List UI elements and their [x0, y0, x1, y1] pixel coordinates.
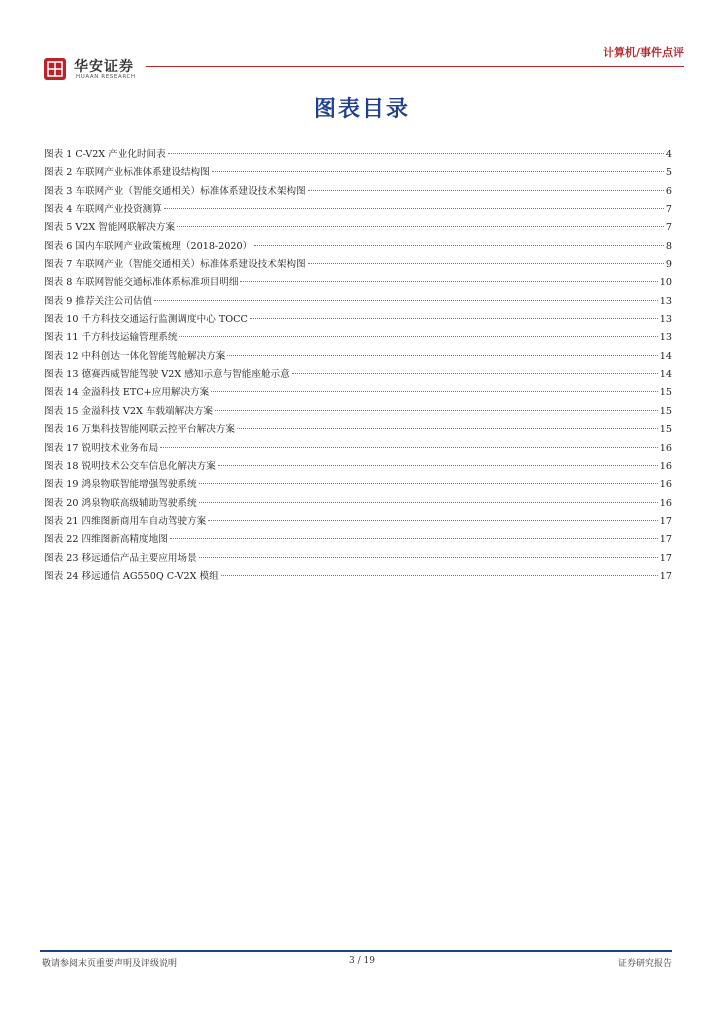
toc-leader-dots [177, 226, 664, 227]
toc-leader-dots [308, 190, 664, 191]
footer-divider [40, 950, 672, 952]
huaan-logo-icon [44, 58, 66, 80]
toc-entry-label[interactable]: 图表 5 V2X 智能网联解决方案 [44, 222, 176, 234]
toc-entry[interactable] [44, 238, 672, 256]
toc-entry-page[interactable]: 17 [659, 534, 672, 546]
toc-entry-page[interactable]: 7 [665, 222, 672, 234]
toc-entry[interactable] [44, 183, 672, 201]
toc-entry-page[interactable]: 17 [659, 515, 672, 527]
toc-entry[interactable] [44, 329, 672, 347]
toc-leader-dots [215, 410, 658, 411]
toc-leader-dots [160, 447, 658, 448]
toc-entry[interactable] [44, 550, 672, 568]
toc-leader-dots [199, 483, 658, 484]
logo-text-cn: 华安证券 [74, 59, 134, 75]
toc-entry[interactable] [44, 513, 672, 531]
toc-entry[interactable] [44, 440, 672, 458]
toc-leader-dots [212, 171, 664, 172]
toc-entry[interactable] [44, 384, 672, 402]
toc-entry[interactable] [44, 274, 672, 292]
toc-leader-dots [240, 281, 657, 282]
toc-entry-label[interactable]: 图表 1 C-V2X 产业化时间表 [44, 149, 166, 160]
toc-leader-dots [208, 520, 658, 521]
toc-entry-page[interactable]: 15 [659, 387, 672, 399]
toc-entry-label[interactable]: 图表 22 四维图新高精度地图 [44, 534, 168, 546]
toc-entry[interactable] [44, 293, 672, 311]
page-number: 3 / 19 [349, 956, 375, 966]
toc-leader-dots [221, 575, 658, 576]
toc-entry-label[interactable]: 图表 4 车联网产业投资测算 [44, 204, 162, 216]
toc-entry[interactable] [44, 403, 672, 421]
logo-text-en: HUAAN RESEARCH [76, 74, 136, 80]
toc-entry-label[interactable]: 图表 20 鸿泉物联高级辅助驾驶系统 [44, 497, 197, 509]
footer-doc-type: 证券研究报告 [617, 959, 672, 969]
toc-leader-dots [170, 538, 658, 539]
toc-leader-dots [308, 263, 664, 264]
toc-entry-label[interactable]: 图表 23 移远通信产品主要应用场景 [44, 552, 197, 564]
toc-entry-page[interactable]: 5 [665, 167, 672, 179]
page-header [40, 46, 684, 86]
toc-entry[interactable] [44, 476, 672, 494]
toc-entry-label[interactable]: 图表 12 中科创达一体化智能驾舱解决方案 [44, 350, 226, 362]
toc-leader-dots [254, 245, 664, 246]
toc-leader-dots [168, 153, 664, 154]
toc-entry-page[interactable]: 9 [665, 259, 672, 271]
toc-entry-label[interactable]: 图表 2 车联网产业标准体系建设结构图 [44, 167, 210, 179]
footer-disclaimer: 敬请参阅末页重要声明及评级说明 [42, 959, 178, 969]
toc-entry-page[interactable]: 4 [665, 149, 672, 160]
toc-entry[interactable] [44, 219, 672, 237]
toc-entry-page[interactable]: 17 [659, 570, 672, 582]
toc-entry-label[interactable]: 图表 15 金溢科技 V2X 车载端解决方案 [44, 405, 213, 417]
toc-leader-dots [199, 502, 658, 503]
toc-entry[interactable] [44, 201, 672, 219]
toc-leader-dots [211, 391, 658, 392]
toc-entry-page[interactable]: 16 [659, 497, 672, 509]
toc-entry-page[interactable]: 8 [665, 240, 672, 252]
toc-entry[interactable] [44, 348, 672, 366]
toc-entry-page[interactable]: 13 [659, 332, 672, 344]
toc-entry-page[interactable]: 15 [659, 405, 672, 417]
toc-entry-label[interactable]: 图表 6 国内车联网产业政策梳理（2018-2020） [44, 240, 253, 252]
toc-entry[interactable] [44, 421, 672, 439]
toc-entry-label[interactable]: 图表 3 车联网产业（智能交通相关）标准体系建设技术架构图 [44, 185, 306, 197]
toc-entry-label[interactable]: 图表 7 车联网产业（智能交通相关）标准体系建设技术架构图 [44, 259, 306, 271]
toc-entry-page[interactable]: 14 [659, 369, 672, 381]
toc-entry-page[interactable]: 13 [659, 314, 672, 326]
toc-entry-label[interactable]: 图表 19 鸿泉物联智能增强驾驶系统 [44, 479, 197, 491]
toc-entry-label[interactable]: 图表 11 千方科技运输管理系统 [44, 332, 178, 344]
toc-entry-page[interactable]: 14 [659, 350, 672, 362]
report-category: 计算机/事件点评 [602, 46, 684, 59]
toc-entry-page[interactable]: 16 [659, 479, 672, 491]
toc-leader-dots [250, 318, 658, 319]
toc-entry[interactable] [44, 531, 672, 549]
toc-entry[interactable] [44, 164, 672, 182]
toc-entry-page[interactable]: 15 [659, 424, 672, 436]
toc-entry-page[interactable]: 17 [659, 552, 672, 564]
toc-title: 图表目录 [313, 97, 410, 122]
toc-leader-dots [199, 557, 658, 558]
toc-entry[interactable] [44, 311, 672, 329]
toc-entry-label[interactable]: 图表 9 推荐关注公司估值 [44, 295, 153, 307]
toc-leader-dots [292, 373, 658, 374]
toc-entry[interactable] [44, 366, 672, 384]
toc-entry-page[interactable]: 16 [659, 442, 672, 454]
toc-entry-page[interactable]: 16 [659, 460, 672, 472]
toc-entry-page[interactable]: 7 [665, 204, 672, 216]
toc-entry[interactable] [44, 146, 672, 164]
toc-entry-label[interactable]: 图表 24 移远通信 AG550Q C-V2X 模组 [44, 570, 219, 582]
toc-entry-label[interactable]: 图表 21 四维图新商用车自动驾驶方案 [44, 515, 207, 527]
toc-entry-label[interactable]: 图表 14 金溢科技 ETC+应用解决方案 [44, 387, 210, 399]
toc-entry-page[interactable]: 10 [659, 277, 672, 289]
toc-entry[interactable] [44, 256, 672, 274]
toc-leader-dots [227, 355, 657, 356]
toc-leader-dots [179, 336, 657, 337]
toc-entry-label[interactable]: 图表 18 锐明技术公交车信息化解决方案 [44, 460, 216, 472]
toc-entry-label[interactable]: 图表 16 万集科技智能网联云控平台解决方案 [44, 424, 235, 436]
toc-entry[interactable] [44, 568, 672, 586]
toc-entry-page[interactable]: 6 [665, 185, 672, 197]
toc-entry-label[interactable]: 图表 13 德赛西威智能驾驶 V2X 感知示意与智能座舱示意 [44, 369, 290, 381]
toc-entry[interactable] [44, 495, 672, 513]
toc-leader-dots [237, 428, 658, 429]
toc-entry-label[interactable]: 图表 10 千方科技交通运行监测调度中心 TOCC [44, 314, 248, 326]
toc-leader-dots [218, 465, 658, 466]
toc-entry-page[interactable]: 13 [659, 295, 672, 307]
toc-entry-label[interactable]: 图表 8 车联网智能交通标准体系标准项目明细 [44, 277, 239, 289]
toc-entry[interactable] [44, 458, 672, 476]
toc-leader-dots [164, 208, 664, 209]
header-divider [146, 66, 684, 67]
toc-list [44, 146, 672, 586]
toc-leader-dots [154, 300, 658, 301]
toc-entry-label[interactable]: 图表 17 锐明技术业务布局 [44, 442, 159, 454]
